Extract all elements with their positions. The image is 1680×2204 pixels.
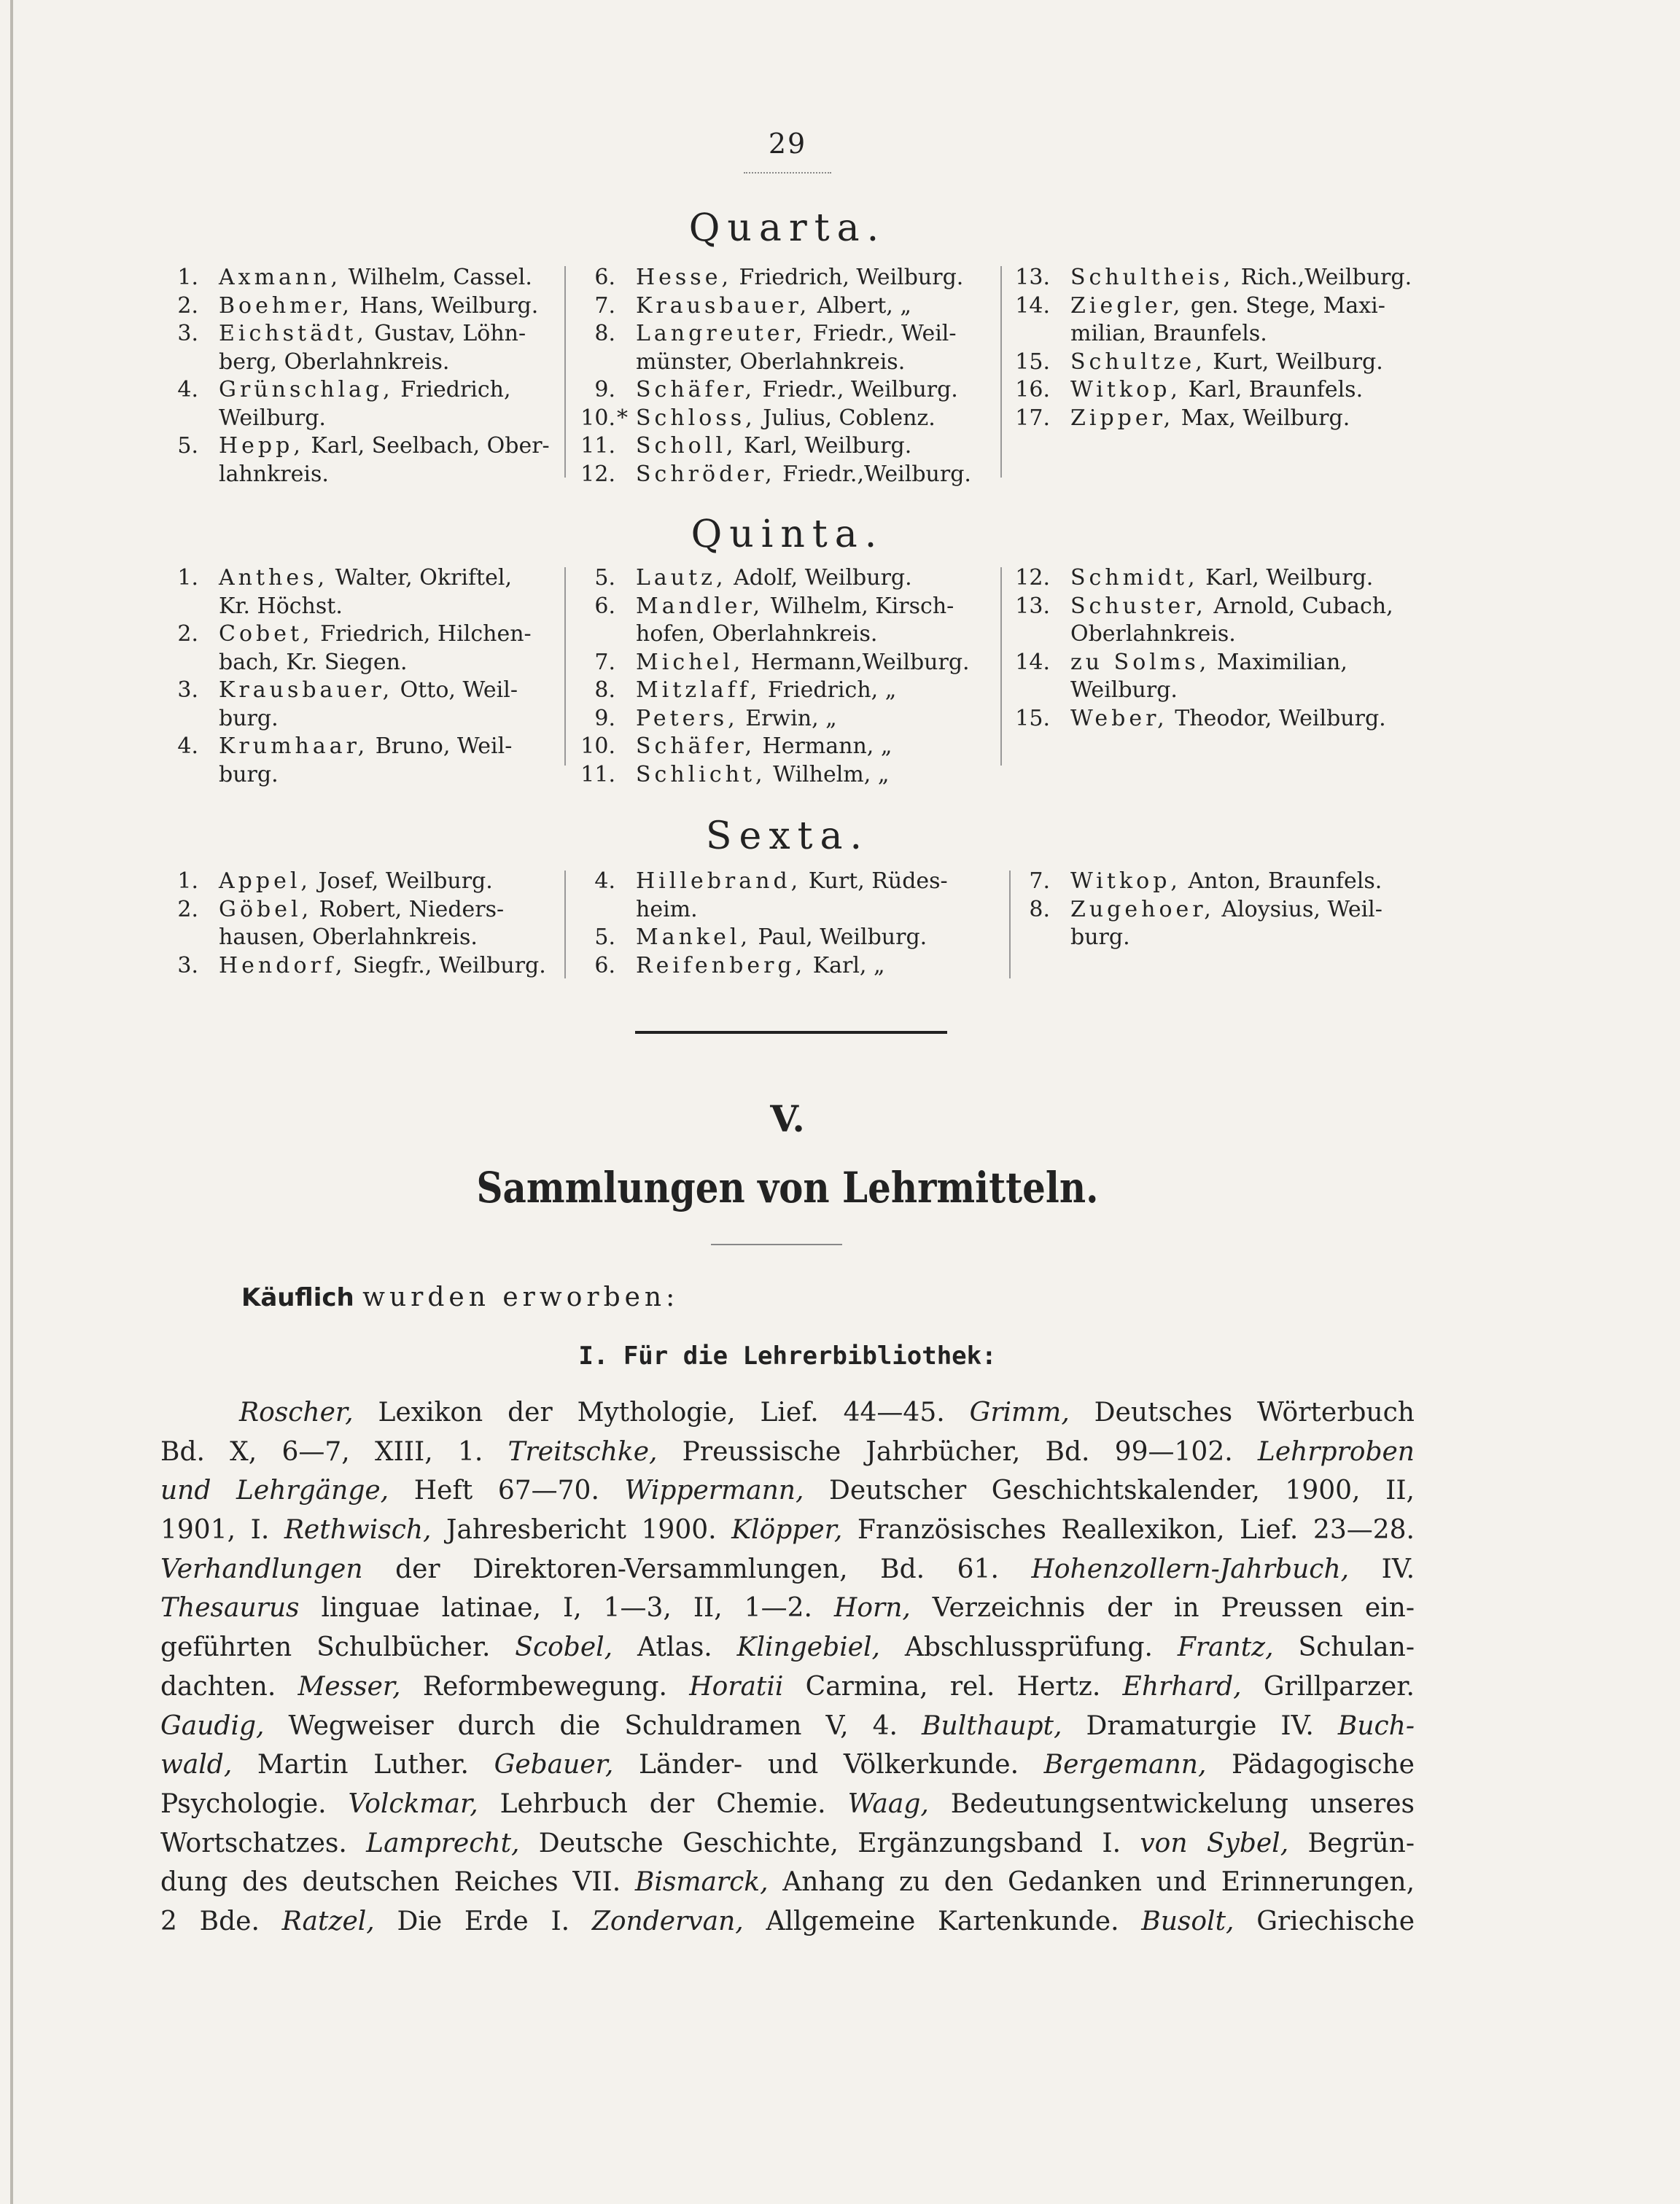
title-text: Pädagogische: [1206, 1750, 1415, 1780]
author-name: Waag,: [847, 1788, 929, 1819]
class-heading-quinta: Quinta.: [691, 513, 884, 556]
title-text: Französisches Reallexikon, Lief. 23—28.: [842, 1515, 1415, 1546]
student-details: Friedrich, Hilchen-: [320, 621, 532, 647]
student-number: 5.: [177, 433, 198, 459]
title-text: Deutsches Wörterbuch: [1069, 1398, 1415, 1428]
student-number: 16.: [1015, 377, 1050, 402]
student-entry: [160, 292, 554, 321]
paragraph-line: [160, 1511, 1415, 1550]
page-number: 29: [768, 128, 807, 160]
quinta-column-2: [578, 564, 986, 789]
author-name: und Lehrgänge,: [160, 1476, 389, 1506]
student-number: 8.: [594, 677, 615, 703]
title-text: dung des deutschen Reiches VII.: [160, 1867, 635, 1898]
student-number: 6.: [594, 952, 615, 978]
student-surname: Krumhaar,: [219, 733, 369, 759]
student-number: 4.: [594, 868, 615, 894]
student-entry: [160, 564, 554, 620]
student-details: Julius, Coblenz.: [763, 405, 936, 431]
quarta-column-3: [1012, 264, 1420, 432]
paragraph-line: [160, 1824, 1415, 1864]
student-number: 2.: [177, 621, 198, 647]
student-details: Friedrich, „: [767, 677, 897, 703]
student-number: 7.: [594, 292, 615, 319]
title-text: Griechische: [1234, 1906, 1415, 1936]
student-details: Adolf, Weilburg.: [734, 565, 912, 591]
title-text: Heft 67—70.: [389, 1476, 625, 1506]
author-name: Wippermann,: [624, 1476, 804, 1506]
author-name: Horatii: [689, 1671, 784, 1702]
student-surname: Appel,: [219, 868, 311, 894]
paragraph-line: [160, 1707, 1415, 1746]
student-details: hausen, Oberlahnkreis.: [219, 924, 478, 950]
student-surname: Schröder,: [636, 461, 776, 487]
student-entry: [1012, 593, 1420, 649]
student-surname: Peters,: [636, 705, 739, 731]
student-details: Robert, Nieders-: [319, 896, 505, 922]
student-details: Karl, Weilburg.: [1205, 565, 1374, 591]
student-surname: Eichstädt,: [219, 321, 368, 346]
author-name: Klöpper,: [731, 1515, 843, 1546]
student-number: 9.: [594, 705, 615, 731]
student-details: bach, Kr. Siegen.: [219, 649, 408, 675]
title-text: Dramaturgie IV.: [1062, 1710, 1338, 1741]
student-number: 5.: [594, 924, 615, 950]
student-details: Karl, Braunfels.: [1188, 377, 1364, 402]
student-entry: [578, 733, 986, 761]
student-entry: [578, 292, 986, 321]
student-details: Max, Weilburg.: [1181, 405, 1350, 431]
book-list-paragraph: [160, 1393, 1415, 1942]
student-surname: Mandler,: [636, 593, 764, 619]
student-details: münster, Oberlahnkreis.: [636, 348, 906, 375]
author-name: Thesaurus: [160, 1593, 300, 1624]
paragraph-line: [160, 1745, 1415, 1785]
student-entry: [160, 376, 554, 432]
title-text: Deutscher Geschichtskalender, 1900, II,: [804, 1476, 1415, 1506]
student-entry: [578, 320, 986, 376]
student-number: 9.: [594, 377, 615, 402]
paragraph-line: [160, 1667, 1415, 1707]
student-entry: [160, 264, 554, 292]
student-number: 1.: [177, 868, 198, 894]
student-details: milian, Braunfels.: [1070, 321, 1267, 346]
student-details: Wilhelm, Cassel.: [348, 265, 532, 290]
student-details: Maximilian,: [1216, 649, 1348, 675]
title-text: Preussische Jahrbücher, Bd. 99—102.: [657, 1436, 1258, 1467]
title-text: Anhang zu den Gedanken und Erinnerungen,: [768, 1867, 1415, 1898]
student-surname: Witkop,: [1070, 868, 1181, 894]
student-number: 7.: [594, 649, 615, 675]
column-divider: [564, 567, 566, 766]
student-details: Siegfr., Weilburg.: [352, 952, 546, 978]
author-name: Bulthaupt,: [922, 1710, 1062, 1741]
student-surname: Zugehoer,: [1070, 896, 1215, 922]
section-number: V.: [770, 1097, 805, 1140]
student-details: Erwin, „: [745, 705, 837, 731]
intro-line: [241, 1282, 679, 1312]
title-text: Carmina, rel. Hertz.: [783, 1671, 1123, 1702]
author-name: Bergemann,: [1043, 1750, 1207, 1780]
author-name: Lehrproben: [1257, 1436, 1415, 1467]
author-name: Ratzel,: [281, 1906, 375, 1936]
student-number: 11.: [580, 761, 615, 787]
student-number: 6.: [594, 593, 615, 619]
student-details: Kurt, Rüdes-: [808, 868, 948, 894]
paragraph-line: [160, 1433, 1415, 1472]
student-surname: Mankel,: [636, 924, 751, 950]
student-details: Friedrich, Weilburg.: [739, 265, 964, 290]
author-name: Buch-: [1337, 1710, 1415, 1741]
student-entry: [160, 952, 554, 981]
student-number: 6.: [594, 265, 615, 290]
title-text: Psychologie.: [160, 1788, 349, 1819]
student-entry: [1012, 348, 1420, 377]
student-surname: Schloss,: [636, 405, 756, 431]
student-details: Weilburg.: [1070, 677, 1178, 703]
asterisk-marker: *: [617, 405, 628, 431]
student-entry: [578, 564, 986, 593]
student-surname: Schultze,: [1070, 348, 1206, 375]
title-text: Lexikon der Mythologie, Lief. 44—45.: [353, 1398, 970, 1428]
title-text: Wortschatzes.: [160, 1828, 367, 1858]
student-details: Friedr., Weil-: [812, 321, 957, 346]
student-number: 17.: [1015, 405, 1050, 431]
student-number: 7.: [1029, 868, 1050, 894]
author-name: Treitschke,: [508, 1436, 658, 1467]
student-details: Friedrich,: [400, 377, 511, 402]
author-name: Gebauer,: [494, 1750, 614, 1780]
student-entry: [578, 952, 986, 981]
student-details: gen. Stege, Maxi-: [1190, 292, 1385, 319]
author-name: Busolt,: [1141, 1906, 1234, 1936]
title-text: Begrün-: [1288, 1828, 1415, 1858]
title-text: Schulan-: [1273, 1632, 1415, 1663]
author-name: Grimm,: [969, 1398, 1070, 1428]
student-surname: zu Solms,: [1070, 649, 1210, 675]
student-entry: [578, 264, 986, 292]
student-entry: [578, 677, 986, 705]
author-name: Klingebiel,: [736, 1632, 880, 1663]
author-name: Messer,: [298, 1671, 401, 1702]
class-heading-quarta: Quarta.: [688, 206, 887, 250]
student-entry: [578, 376, 986, 405]
paragraph-line: [160, 1393, 1415, 1433]
column-divider: [564, 266, 566, 478]
student-details: burg.: [219, 761, 279, 787]
student-entry: [578, 593, 986, 649]
student-number: 10.: [580, 405, 615, 431]
sexta-column-1: [160, 868, 554, 980]
column-divider: [1009, 871, 1011, 978]
student-number: 3.: [177, 677, 198, 703]
title-text: Lehrbuch der Chemie.: [478, 1788, 848, 1819]
student-number: 14.: [1015, 649, 1050, 675]
student-number: 4.: [177, 377, 198, 402]
paragraph-line: [160, 1902, 1415, 1942]
author-name: Rethwisch,: [284, 1515, 432, 1546]
author-name: von Sybel,: [1140, 1828, 1289, 1858]
title-underline-rule: [711, 1244, 842, 1245]
title-text: 1901, I.: [160, 1515, 284, 1546]
student-number: 10.: [580, 733, 615, 759]
student-surname: Hillebrand,: [636, 868, 802, 894]
student-surname: Schäfer,: [636, 377, 755, 402]
student-details: Rich.,Weilburg.: [1240, 265, 1412, 290]
student-details: Weilburg.: [219, 405, 326, 431]
title-text: Die Erde I.: [374, 1906, 592, 1936]
author-name: wald,: [160, 1750, 233, 1780]
student-number: 4.: [177, 733, 198, 759]
student-entry: [1012, 868, 1420, 896]
student-details: berg, Oberlahnkreis.: [219, 348, 450, 375]
title-text: 2 Bde.: [160, 1906, 282, 1936]
student-details: lahnkreis.: [219, 461, 329, 487]
student-number: 2.: [177, 896, 198, 922]
section-divider-rule: [635, 1031, 947, 1034]
student-number: 13.: [1015, 593, 1050, 619]
student-entry: [578, 649, 986, 677]
student-details: Josef, Weilburg.: [318, 868, 493, 894]
author-name: Bismarck,: [634, 1867, 769, 1898]
title-text: Länder- und Völkerkunde.: [613, 1750, 1044, 1780]
student-entry: [578, 405, 986, 433]
student-surname: Boehmer,: [219, 292, 353, 319]
student-number: 12.: [580, 461, 615, 487]
column-divider: [1000, 266, 1002, 478]
quarta-column-1: [160, 264, 554, 488]
author-name: Horn,: [833, 1593, 911, 1624]
paragraph-line: [160, 1628, 1415, 1667]
student-number: 8.: [1029, 896, 1050, 922]
paragraph-line: [160, 1471, 1415, 1511]
sexta-column-3: [1012, 868, 1420, 952]
student-number: 15.: [1015, 348, 1050, 375]
student-details: Wilhelm, Kirsch-: [770, 593, 954, 619]
student-entry: [160, 896, 554, 952]
student-entry: [578, 432, 986, 461]
student-details: Aloysius, Weil-: [1221, 896, 1382, 922]
author-name: Ehrhard,: [1122, 1671, 1242, 1702]
student-entry: [1012, 292, 1420, 348]
author-name: Hohenzollern-Jahrbuch,: [1031, 1554, 1350, 1584]
author-name: Roscher,: [239, 1398, 354, 1428]
title-text: Bd. X, 6—7, XIII, 1.: [160, 1436, 508, 1467]
student-details: hofen, Oberlahnkreis.: [636, 621, 878, 647]
student-details: Oberlahnkreis.: [1070, 621, 1236, 647]
student-number: 3.: [177, 321, 198, 346]
student-number: 2.: [177, 292, 198, 319]
student-surname: Schäfer,: [636, 733, 755, 759]
intro-bold-word: Käuflich: [241, 1283, 354, 1312]
title-text: geführten Schulbücher.: [160, 1632, 516, 1663]
student-details: Albert, „: [817, 292, 911, 319]
student-entry: [578, 705, 986, 733]
paragraph-line: [160, 1785, 1415, 1824]
author-name: Gaudig,: [160, 1710, 265, 1741]
student-details: burg.: [219, 705, 279, 731]
student-details: Friedr.,Weilburg.: [782, 461, 971, 487]
student-number: 1.: [177, 565, 198, 591]
student-details: Friedr., Weilburg.: [762, 377, 958, 402]
title-text: IV.: [1349, 1554, 1415, 1584]
student-entry: [578, 761, 986, 790]
title-text: der Direktoren-Versammlungen, Bd. 61.: [362, 1554, 1032, 1584]
student-details: Gustav, Löhn-: [374, 321, 526, 346]
student-entry: [160, 320, 554, 376]
student-details: Arnold, Cubach,: [1213, 593, 1393, 619]
student-entry: [160, 432, 554, 488]
student-entry: [160, 620, 554, 677]
student-number: 14.: [1015, 292, 1050, 319]
student-details: Karl, Seelbach, Ober-: [311, 433, 550, 459]
intro-text: wurden erworben:: [362, 1282, 680, 1312]
title-text: Martin Luther.: [232, 1750, 494, 1780]
student-surname: Langreuter,: [636, 321, 806, 346]
student-entry: [160, 677, 554, 733]
student-entry: [578, 924, 986, 952]
student-surname: Schlicht,: [636, 761, 766, 787]
column-divider: [1000, 567, 1002, 766]
quarta-column-2: [578, 264, 986, 488]
class-heading-sexta: Sexta.: [705, 814, 870, 858]
student-surname: Schmidt,: [1070, 565, 1199, 591]
student-details: Bruno, Weil-: [375, 733, 513, 759]
student-details: Otto, Weil-: [400, 677, 518, 703]
student-entry: [1012, 564, 1420, 593]
author-name: Volckmar,: [348, 1788, 478, 1819]
student-number: 5.: [594, 565, 615, 591]
student-surname: Witkop,: [1070, 377, 1181, 402]
student-surname: Hepp,: [219, 433, 304, 459]
student-entry: [578, 868, 986, 924]
student-details: Hans, Weilburg.: [359, 292, 539, 319]
student-entry: [578, 461, 986, 489]
student-surname: Ziegler,: [1070, 292, 1184, 319]
title-text: Verzeichnis der in Preussen ein-: [910, 1593, 1415, 1624]
student-details: Anton, Braunfels.: [1188, 868, 1382, 894]
quinta-column-1: [160, 564, 554, 789]
student-details: Karl, „: [812, 952, 885, 978]
title-text: Jahresbericht 1900.: [431, 1515, 732, 1546]
student-surname: Lautz,: [636, 565, 727, 591]
student-surname: Hendorf,: [219, 952, 346, 978]
paragraph-line: [160, 1550, 1415, 1589]
student-surname: Mitzlaff,: [636, 677, 761, 703]
paragraph-line: [160, 1863, 1415, 1902]
student-details: Theodor, Weilburg.: [1175, 705, 1386, 731]
title-text: Reformbewegung.: [400, 1671, 690, 1702]
author-name: Lamprecht,: [366, 1828, 520, 1858]
student-number: 12.: [1015, 565, 1050, 591]
author-name: Verhandlungen: [160, 1554, 363, 1584]
student-details: heim.: [636, 896, 698, 922]
student-entry: [1012, 264, 1420, 292]
student-surname: Scholl,: [636, 433, 737, 459]
title-text: Grillparzer.: [1241, 1671, 1415, 1702]
student-number: 13.: [1015, 265, 1050, 290]
student-surname: Weber,: [1070, 705, 1168, 731]
author-name: Zondervan,: [591, 1906, 744, 1936]
student-surname: Michel,: [636, 649, 744, 675]
student-number: 1.: [177, 265, 198, 290]
student-surname: Göbel,: [219, 896, 313, 922]
page-number-rule: [744, 172, 831, 174]
author-name: Frantz,: [1177, 1632, 1274, 1663]
student-details: Walter, Okriftel,: [335, 565, 512, 591]
student-number: 3.: [177, 952, 198, 978]
student-surname: Krausbauer,: [219, 677, 394, 703]
student-details: Hermann,Weilburg.: [750, 649, 970, 675]
student-surname: Krausbauer,: [636, 292, 811, 319]
student-number: 11.: [580, 433, 615, 459]
student-details: Hermann, „: [762, 733, 892, 759]
title-text: Bedeutungsentwickelung unseres: [928, 1788, 1415, 1819]
student-details: Karl, Weilburg.: [744, 433, 912, 459]
student-entry: [1012, 705, 1420, 733]
student-surname: Axmann,: [219, 265, 342, 290]
student-details: Paul, Weilburg.: [758, 924, 928, 950]
section-title: Sammlungen von Lehrmitteln.: [476, 1163, 1099, 1212]
title-text: Atlas.: [612, 1632, 737, 1663]
subheading-lehrerbibliothek: I. Für die Lehrerbibliothek:: [578, 1342, 997, 1371]
student-number: 8.: [594, 321, 615, 346]
student-number: 15.: [1015, 705, 1050, 731]
title-text: Wegweiser durch die Schuldramen V, 4.: [264, 1710, 922, 1741]
student-surname: Schultheis,: [1070, 265, 1234, 290]
paragraph-line: [160, 1589, 1415, 1628]
student-surname: Hesse,: [636, 265, 732, 290]
student-surname: Schuster,: [1070, 593, 1207, 619]
student-surname: Anthes,: [219, 565, 329, 591]
student-entry: [160, 868, 554, 896]
student-surname: Reifenberg,: [636, 952, 806, 978]
student-entry: [1012, 405, 1420, 433]
column-divider: [564, 871, 566, 978]
student-surname: Zipper,: [1070, 405, 1175, 431]
title-text: Allgemeine Kartenkunde.: [743, 1906, 1142, 1936]
student-entry: [1012, 649, 1420, 705]
student-surname: Cobet,: [219, 621, 314, 647]
student-details: Kr. Höchst.: [219, 593, 343, 619]
sexta-column-2: [578, 868, 986, 980]
title-text: Abschlussprüfung.: [879, 1632, 1178, 1663]
student-details: burg.: [1070, 924, 1130, 950]
quinta-column-3: [1012, 564, 1420, 733]
student-details: Kurt, Weilburg.: [1213, 348, 1383, 375]
title-text: dachten.: [160, 1671, 298, 1702]
student-surname: Grünschlag,: [219, 377, 394, 402]
author-name: Scobel,: [515, 1632, 613, 1663]
student-entry: [1012, 376, 1420, 405]
title-text: Deutsche Geschichte, Ergänzungsband I.: [519, 1828, 1140, 1858]
student-entry: [1012, 896, 1420, 952]
student-details: Wilhelm, „: [773, 761, 890, 787]
title-text: linguae latinae, I, 1—3, II, 1—2.: [299, 1593, 834, 1624]
student-entry: [160, 733, 554, 789]
